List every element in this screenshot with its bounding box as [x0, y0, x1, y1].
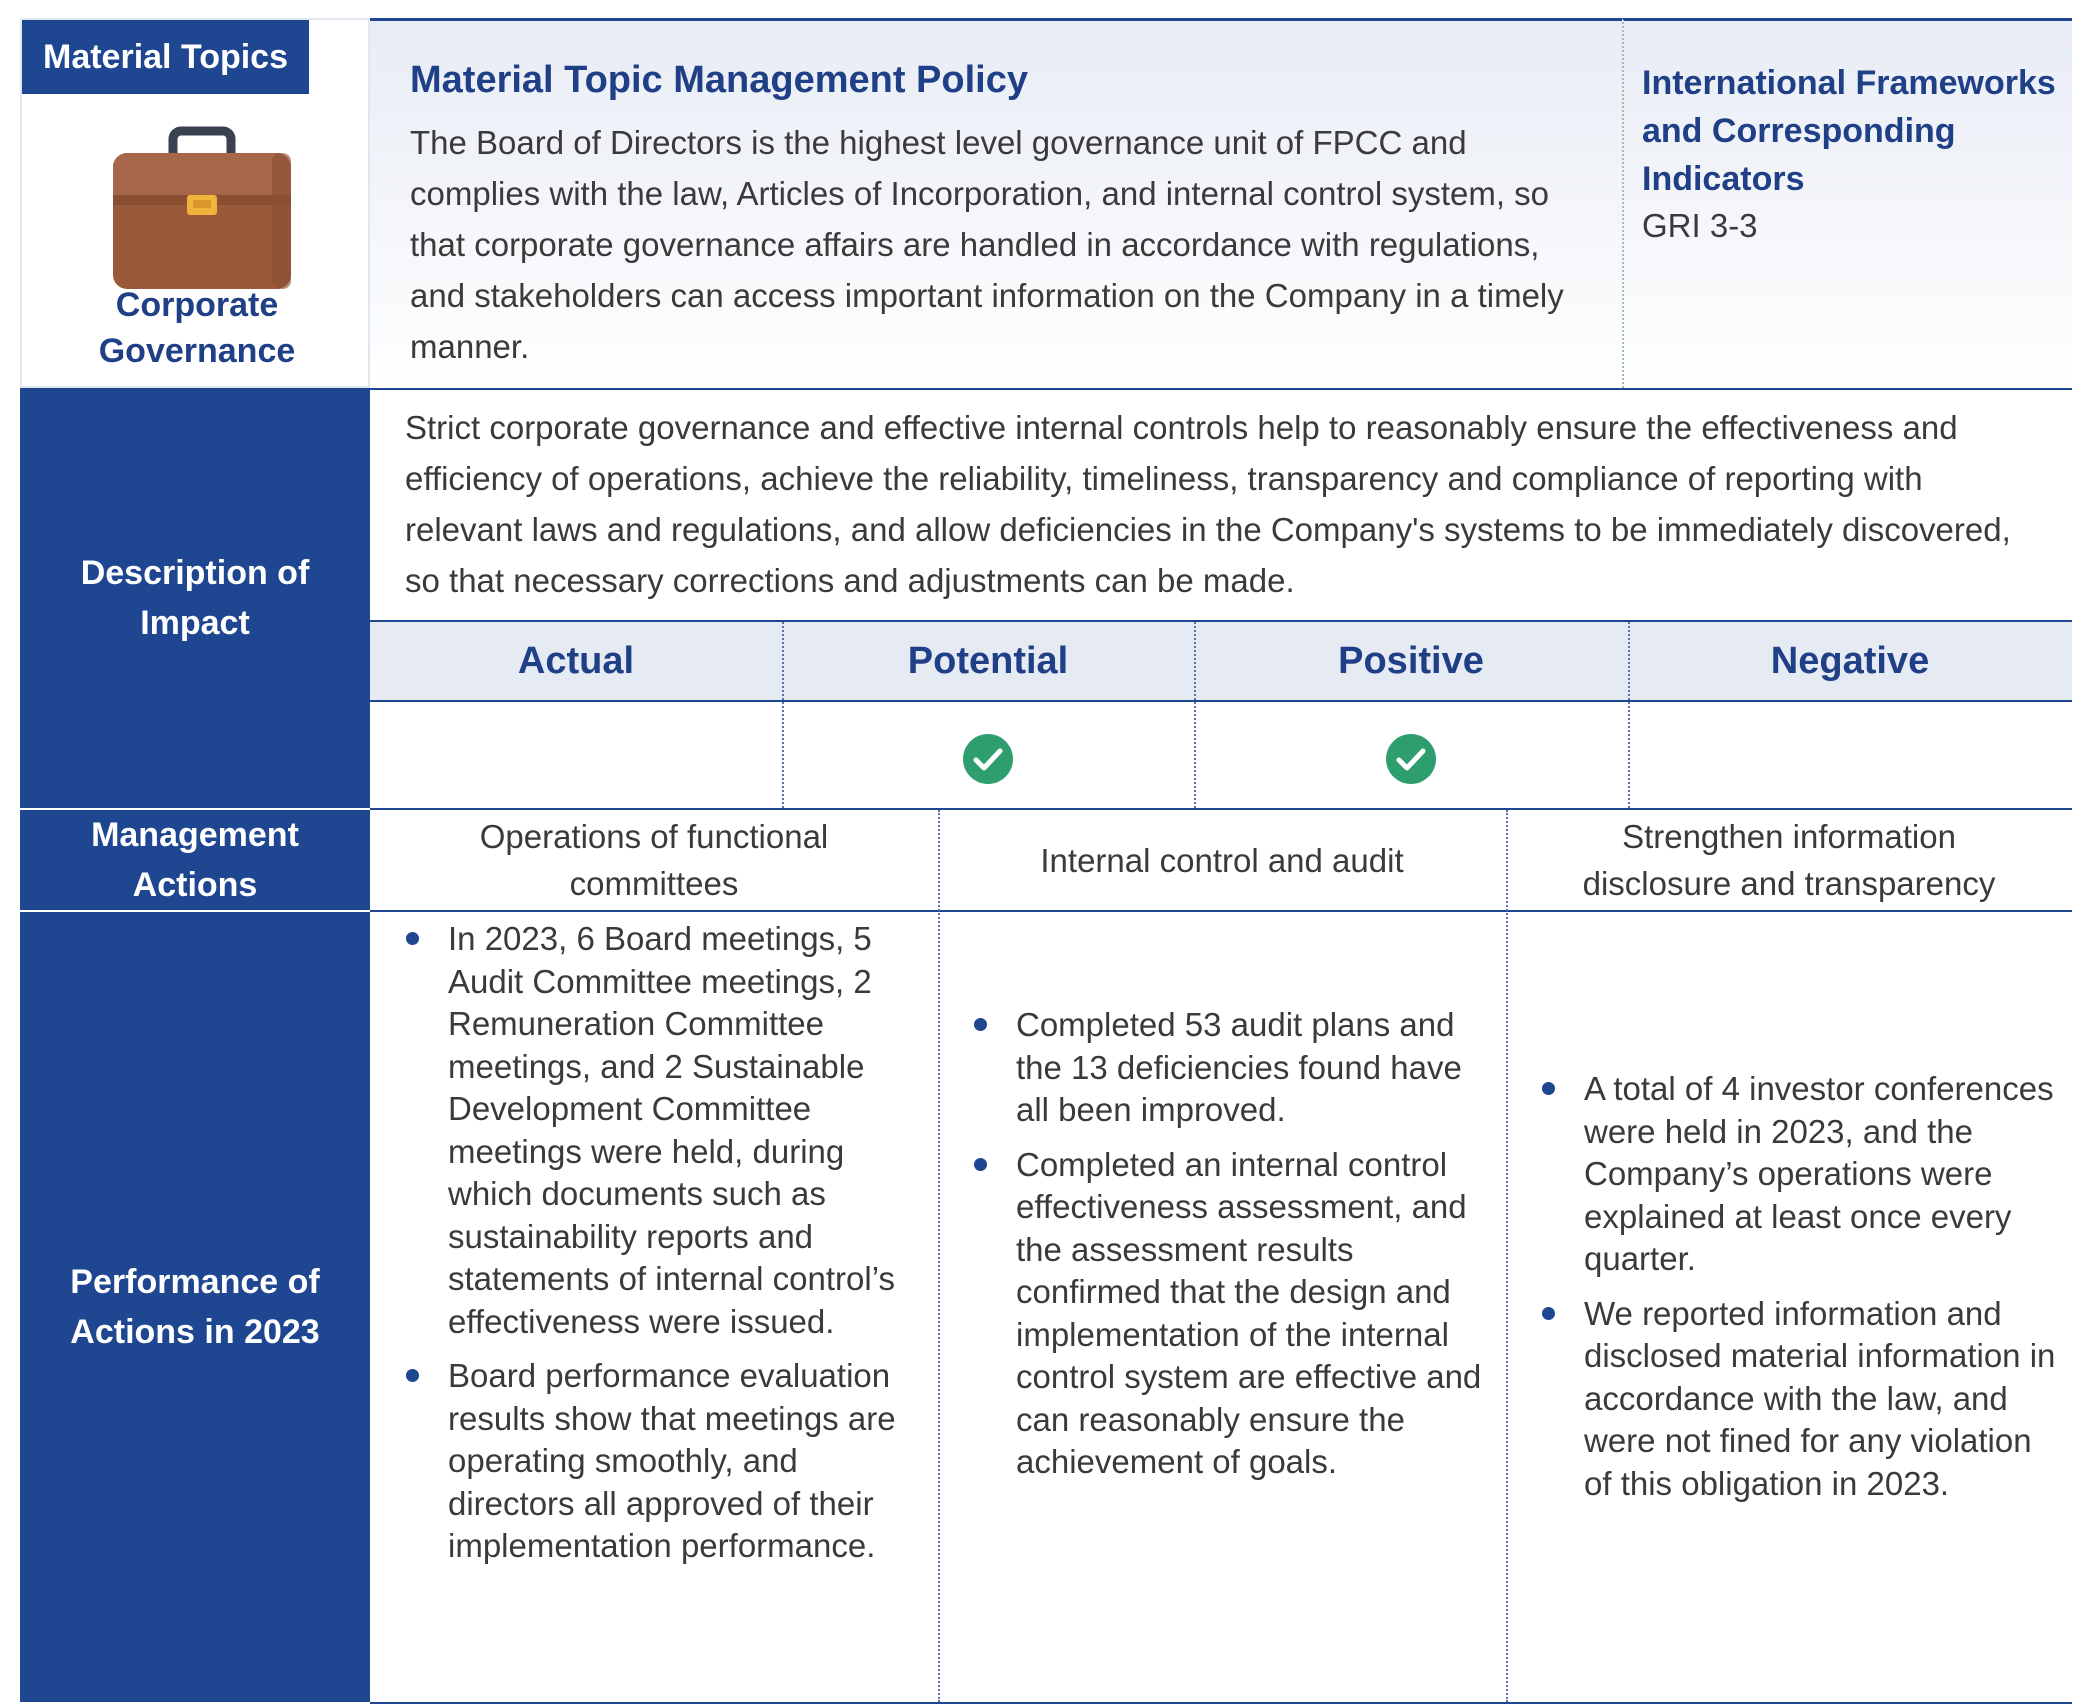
- column-divider: [938, 810, 940, 1702]
- topic-name: Corporate Governance: [98, 286, 296, 370]
- impact-header-actual: Actual: [517, 639, 635, 682]
- performance-label: Performance of Actions in 2023: [20, 912, 370, 1702]
- gri-indicator: GRI 3-3: [1642, 207, 1758, 244]
- topic-card: [20, 18, 370, 388]
- list-item: [1536, 1293, 2061, 1506]
- policy-section: [370, 18, 1622, 391]
- list-item: [1536, 1068, 2061, 1281]
- impact-label: Description of Impact: [20, 388, 370, 808]
- list-item: [400, 918, 920, 1343]
- list-item-text: A total of 4 investor conferences were held in 2023, and the Company’s operations were explained at least once every quarter.: [1584, 1070, 2054, 1277]
- list-item: [968, 1004, 1493, 1132]
- divider: [370, 388, 2072, 390]
- list-item-text: Completed 53 audit plans and the 13 deficiencies found have all been improved.: [1016, 1006, 1462, 1128]
- list-item: [400, 1355, 920, 1568]
- frameworks-title: International Frameworks and Corresponding Indicators: [1642, 64, 2056, 198]
- performance-column-3: [1536, 1068, 2061, 1517]
- impact-header-negative: Negative: [1770, 639, 1930, 682]
- impact-header-positive: Positive: [1338, 639, 1484, 682]
- material-topics-tag: Material Topics: [22, 20, 309, 94]
- bullet-icon: [406, 1369, 419, 1382]
- list-item-text: We reported information and disclosed material information in accordance with the law, and were not fined for any violation of this obligation in 2023.: [1584, 1294, 2056, 1502]
- frameworks-section: [1622, 18, 2072, 388]
- divider: [370, 700, 2072, 702]
- management-action-2-text: Internal control and audit: [1040, 841, 1404, 879]
- performance-column-2: [968, 1004, 1493, 1496]
- list-item-text: Board performance evaluation results show that meetings are operating smoothly, and directors all approved of their implementation performance.: [448, 1357, 896, 1564]
- divider: [370, 1702, 2072, 1704]
- management-action-3-text: Strengthen information disclosure and transparency: [1582, 818, 1996, 902]
- performance-column-1: [400, 918, 920, 1580]
- positive-check-icon: [1385, 733, 1437, 785]
- bullet-icon: [406, 932, 419, 945]
- column-divider: [1194, 622, 1196, 808]
- management-action-1: [370, 810, 938, 910]
- management-label: Management Actions: [20, 810, 370, 910]
- bullet-icon: [974, 1018, 987, 1031]
- column-divider: [782, 622, 784, 808]
- list-item-text: In 2023, 6 Board meetings, 5 Audit Committee meetings, 2 Remuneration Committee meetings, and 2 Sustainable Development Committee meetings were held, during which documents such as sustainability reports and statements of internal control’s effectiveness were issued.: [448, 920, 895, 1340]
- policy-title: Material Topic Management Policy: [410, 59, 1029, 101]
- impact-header-potential: Potential: [907, 639, 1069, 682]
- potential-check-icon: [962, 733, 1014, 785]
- column-divider: [1506, 810, 1508, 1702]
- management-action-1-text: Operations of functional committees: [479, 818, 829, 902]
- bullet-icon: [1542, 1307, 1555, 1320]
- management-action-2: [938, 810, 1506, 910]
- management-action-3: [1506, 810, 2072, 910]
- impact-text: Strict corporate governance and effective internal controls help to reasonably ensure the effectiveness and efficiency of operations, achieve the reliability, timeliness, transparency and compliance of reporting with relevant laws and regulations, and allow deficiencies in the Company's systems to be immediately discovered, so that necessary corrections and adjustments can be made.: [405, 409, 2011, 599]
- column-divider: [1628, 622, 1630, 808]
- list-item-text: Completed an internal control effectiveness assessment, and the assessment results confirmed that the design and implementation of the internal control system are effective and can reasonably ensure the achievement of goals.: [1016, 1145, 1482, 1480]
- briefcase-icon: [107, 125, 297, 295]
- list-item: [968, 1144, 1493, 1484]
- divider: [370, 910, 2072, 912]
- bullet-icon: [1542, 1082, 1555, 1095]
- bullet-icon: [974, 1158, 987, 1171]
- policy-text: The Board of Directors is the highest level governance unit of FPCC and complies with the law, Articles of Incorporation, and internal control system, so that corporate governance affairs are handled in accordance with regulations, and stakeholders can access important information on the Company in a timely manner.: [410, 124, 1564, 365]
